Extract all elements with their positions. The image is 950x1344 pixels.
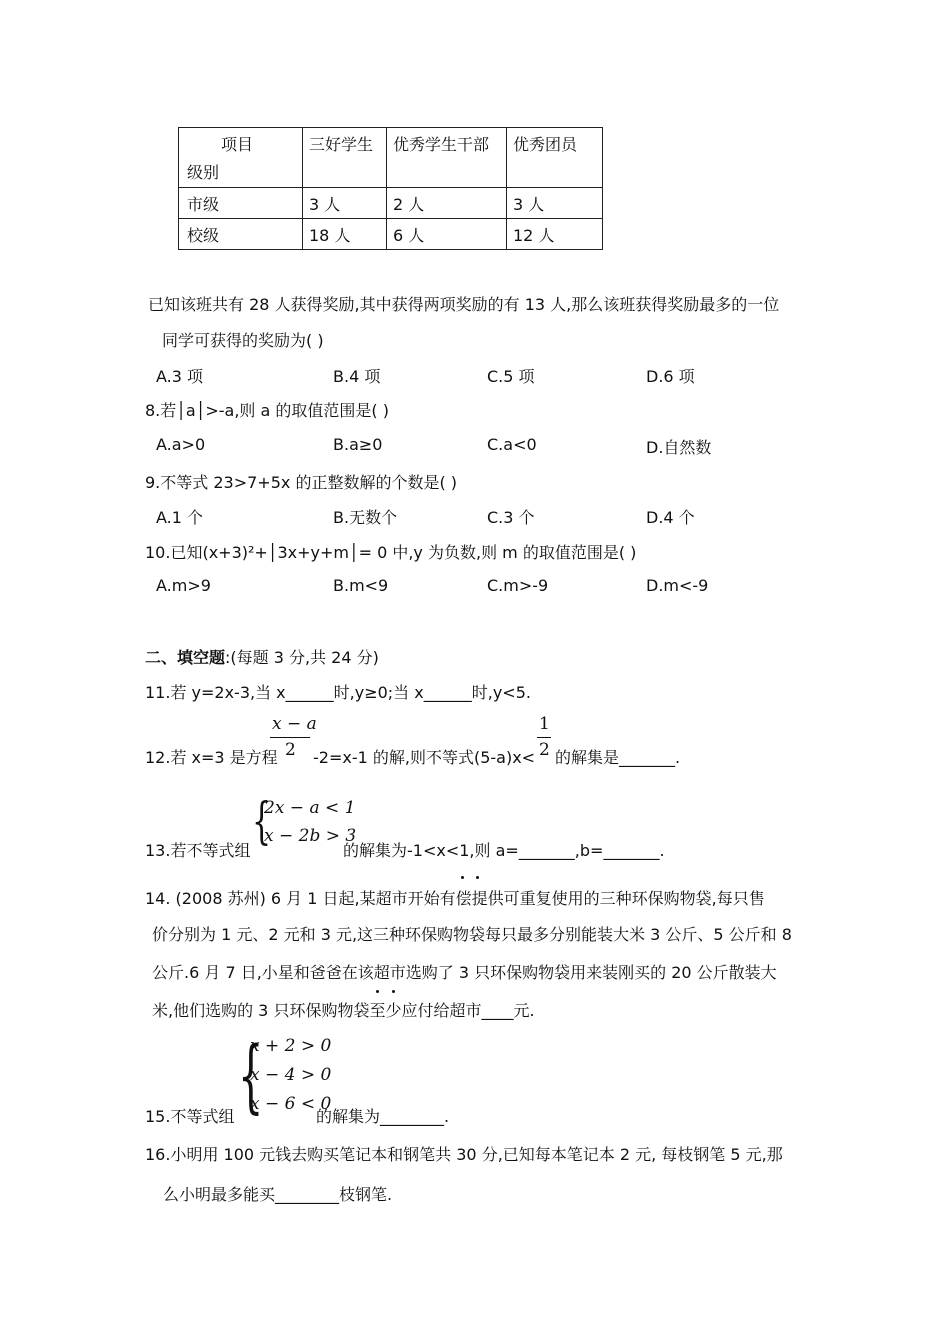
option-c: C.3 个 (487, 508, 535, 527)
table-header-item: 项目 (221, 135, 254, 154)
option-d: D.4 个 (646, 508, 695, 527)
table-header-level: 级别 (187, 163, 220, 182)
question-9: 9.不等式 23>7+5x 的正整数解的个数是( ) (145, 473, 458, 492)
option-a: A.m>9 (156, 576, 211, 595)
table-col-header: 优秀学生干部 (393, 135, 490, 154)
inequality-3: x − 6 < 0 (250, 1094, 332, 1114)
inequality-1: 2x − a < 1 (264, 798, 356, 818)
half-denominator: 2 (539, 740, 550, 760)
question-12-prefix: 12.若 x=3 是方程 (145, 748, 278, 767)
option-b: B.a≥0 (333, 435, 383, 454)
option-a: A.3 项 (156, 367, 204, 386)
option-c: C.5 项 (487, 367, 535, 386)
table-cell: 3 人 (513, 195, 545, 214)
fraction-denominator: 2 (285, 740, 296, 760)
option-d: D.6 项 (646, 367, 695, 386)
question-8: 8.若│a│>-a,则 a 的取值范围是( ) (145, 401, 389, 420)
table-col-header: 三好学生 (309, 135, 374, 154)
option-c: C.m>-9 (487, 576, 549, 595)
question-14-line-1: 14. (2008 苏州) 6 月 1 日起,某超市开始有偿提供可重复使用的三种环保购物袋,每只售 (145, 889, 765, 908)
option-b: B.m<9 (333, 576, 389, 595)
option-d: D.m<-9 (646, 576, 709, 595)
table-cell: 6 人 (393, 226, 425, 245)
inequality-1: x + 2 > 0 (250, 1036, 332, 1056)
table-cell: 3 人 (309, 195, 341, 214)
question-10: 10.已知(x+3)²+│3x+y+m│= 0 中,y 为负数,则 m 的取值范围是( ) (145, 543, 637, 562)
section-title (145, 645, 379, 668)
inequality-2: x − 4 > 0 (250, 1065, 332, 1085)
table-cell: 18 人 (309, 226, 351, 245)
question-16-line-1: 16.小明用 100 元钱去购买笔记本和钢笔共 30 分,已知每本笔记本 2 元, 每枝钢笔 5 元,那 (145, 1145, 783, 1164)
option-a: A.1 个 (156, 508, 204, 527)
question-15-suffix: 的解集为________. (316, 1107, 450, 1126)
question-12-suffix: 的解集是_______. (555, 748, 681, 767)
question-14-line-3: 公斤.6 月 7 日,小星和爸爸在该超市选购了 3 只环保购物袋用来装刚买的 20 公斤散装大 (152, 963, 777, 982)
system-brace: { (238, 1029, 264, 1122)
option-b: B.4 项 (333, 367, 381, 386)
system-brace: { (252, 792, 272, 850)
table-cell: 2 人 (393, 195, 425, 214)
question-7-line-2: 同学可获得的奖励为( ) (162, 331, 324, 350)
question-16-line-2: 么小明最多能买________枝钢笔. (163, 1185, 393, 1204)
table-row-label: 市级 (187, 195, 220, 214)
emphasis-dot (461, 876, 464, 879)
table-cell: 12 人 (513, 226, 555, 245)
option-d: D.自然数 (646, 438, 712, 457)
question-14-line-4: 米,他们选购的 3 只环保购物袋至少应付给超市____元. (152, 1001, 535, 1020)
question-13-prefix: 13.若不等式组 (145, 841, 251, 860)
question-11: 11.若 y=2x-3,当 x______时,y≥0;当 x______时,y<5. (145, 683, 531, 702)
question-7-line-1: 已知该班共有 28 人获得奖励,其中获得两项奖励的有 13 人,那么该班获得奖励最多的一位 (148, 295, 780, 314)
option-c: C.a<0 (487, 435, 537, 454)
option-b: B.无数个 (333, 508, 398, 527)
half-numerator: 1 (539, 714, 550, 734)
question-15-prefix: 15.不等式组 (145, 1107, 235, 1126)
table-col-header: 优秀团员 (513, 135, 578, 154)
half-bar (537, 737, 551, 738)
inequality-2: x − 2b > 3 (264, 826, 357, 846)
fraction-bar (270, 737, 310, 738)
award-table (178, 127, 603, 250)
emphasis-dot (476, 876, 479, 879)
fraction-numerator: x − a (272, 714, 317, 734)
emphasis-dot (392, 990, 395, 993)
section-2-title: 二、填空题 (145, 648, 226, 667)
question-13-suffix: 的解集为-1<x<1,则 a=_______,b=_______. (343, 841, 665, 860)
table-row-label: 校级 (187, 226, 220, 245)
question-14-line-2: 价分别为 1 元、2 元和 3 元,这三种环保购物袋每只最多分别能装大米 3 公斤、5 公斤和 8 (152, 925, 792, 944)
option-a: A.a>0 (156, 435, 206, 454)
question-12-middle: -2=x-1 的解,则不等式(5-a)x< (313, 748, 536, 767)
emphasis-dot (376, 990, 379, 993)
section-2-note: :(每题 3 分,共 24 分) (225, 648, 379, 667)
